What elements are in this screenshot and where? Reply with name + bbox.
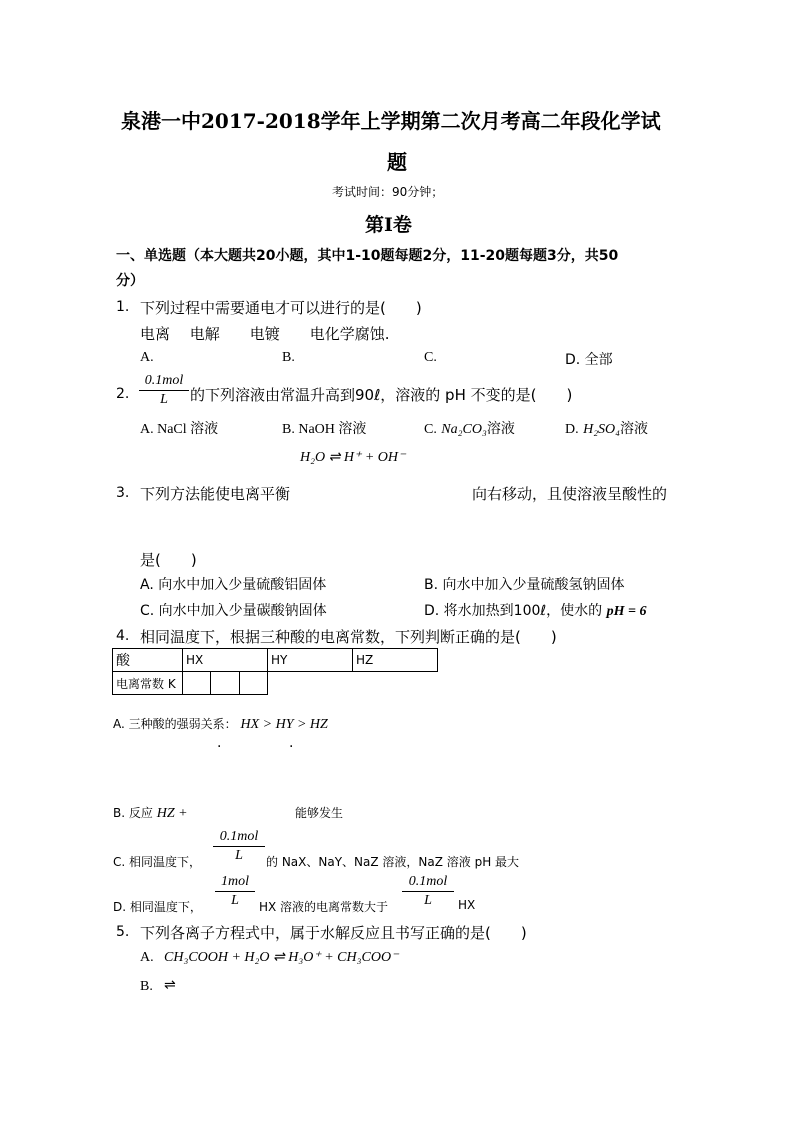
option-a-label: A. bbox=[140, 950, 154, 965]
option-c: C. bbox=[424, 350, 437, 365]
option-d bbox=[565, 418, 648, 438]
ph-expression: pH = 6 bbox=[606, 604, 647, 619]
question-number: 5. bbox=[116, 924, 130, 940]
fraction-numerator: 0.1mol bbox=[402, 874, 454, 892]
ionization-equation: H₂O ⇌ H⁺ + OH⁻ bbox=[300, 450, 406, 465]
option-label: C. bbox=[424, 422, 437, 437]
option-a: A. 向水中加入少量硫酸铝固体 bbox=[140, 577, 327, 593]
option-b bbox=[113, 804, 188, 822]
option-text: D. 将水加热到100ℓ，使水的 bbox=[424, 603, 603, 619]
question-stem: 的下列溶液由常温升高到90ℓ，溶液的 pH 不变的是( ) bbox=[190, 386, 573, 404]
fraction-numerator: 0.1mol bbox=[213, 829, 265, 847]
table-row bbox=[113, 672, 438, 695]
fraction-denominator: L bbox=[235, 848, 243, 863]
option-b: B. NaOH 溶液 bbox=[282, 422, 367, 437]
concentration-fraction bbox=[139, 373, 189, 408]
table-cell bbox=[239, 672, 267, 695]
section-heading-line1: 一、单选题（本大题共20小题，其中1-10题每题2分，11-20题每题3分，共50 bbox=[116, 248, 619, 264]
chemical-formula: H₂SO₄ bbox=[583, 422, 621, 437]
option-d-text: HX 溶液的电离常数大于 bbox=[259, 900, 389, 914]
option-b-suffix: 能够发生 bbox=[295, 806, 344, 820]
option-d bbox=[424, 600, 647, 620]
question-stem: 下列过程中需要通电才可以进行的是( ) bbox=[140, 299, 422, 317]
option-text: A. 三种酸的强弱关系： bbox=[113, 717, 237, 731]
ionization-constant-table bbox=[112, 648, 438, 695]
question-number: 2. bbox=[116, 386, 130, 402]
option-b: B. bbox=[282, 350, 295, 365]
option-label: B. 反应 bbox=[113, 806, 153, 820]
option-c: C. 向水中加入少量碳酸钠固体 bbox=[140, 603, 327, 619]
table-cell bbox=[183, 672, 211, 695]
fraction-denominator: L bbox=[424, 893, 432, 908]
question-stem: 相同温度下，根据三种酸的电离常数，下列判断正确的是( ) bbox=[140, 628, 557, 646]
table-cell-hy: HY bbox=[268, 649, 353, 672]
fraction-numerator: 1mol bbox=[215, 874, 255, 892]
option-d-label: D. 相同温度下， bbox=[113, 900, 202, 914]
question-number: 1. bbox=[116, 299, 130, 315]
table-cell-label: 电离常数 K bbox=[113, 672, 183, 695]
fraction-denominator: L bbox=[231, 893, 239, 908]
question-stem: 下列各离子方程式中，属于水解反应且书写正确的是( ) bbox=[140, 924, 527, 942]
option-b-label: B. bbox=[140, 979, 153, 994]
option-c-text: 的 NaX、NaY、NaZ 溶液，NaZ 溶液 pH 最大 bbox=[266, 855, 520, 869]
fraction-denominator: L bbox=[160, 392, 168, 407]
section-heading-line2: 分） bbox=[116, 273, 144, 289]
dot-mark: . bbox=[217, 735, 222, 751]
option-suffix: 溶液 bbox=[486, 421, 515, 437]
option-b: B. 向水中加入少量硫酸氢钠固体 bbox=[424, 577, 625, 593]
concentration-fraction bbox=[402, 874, 454, 909]
exam-title-line1: 泉港一中2017-2018学年上学期第二次月考高二年段化学试 bbox=[121, 109, 661, 133]
table-cell-hx: HX bbox=[183, 649, 268, 672]
question-stem-right: 向右移动，且使溶液呈酸性的 bbox=[472, 485, 668, 503]
question-number: 3. bbox=[116, 485, 130, 501]
fraction-numerator: 0.1mol bbox=[139, 373, 189, 391]
question-items: 电离 电解 电镀 电化学腐蚀. bbox=[140, 325, 390, 343]
concentration-fraction bbox=[215, 874, 255, 909]
option-a: A. bbox=[140, 350, 154, 365]
equilibrium-arrow: ⇌ bbox=[164, 977, 176, 993]
option-d: D. 全部 bbox=[565, 352, 613, 368]
concentration-fraction bbox=[213, 829, 265, 864]
reaction-formula: HZ + bbox=[156, 806, 188, 821]
table-cell-header: 酸 bbox=[113, 649, 183, 672]
option-suffix: 溶液 bbox=[620, 421, 649, 437]
chemical-formula: Na₂CO₃ bbox=[441, 422, 487, 437]
option-label: D. bbox=[565, 422, 579, 437]
acid-strength-relation: HX > HY > HZ bbox=[240, 717, 328, 732]
option-a bbox=[113, 715, 328, 733]
option-c bbox=[424, 418, 515, 438]
option-a-equation: CH₃COOH + H₂O ⇌ H₃O⁺ + CH₃COO⁻ bbox=[164, 950, 399, 965]
dot-mark: . bbox=[289, 735, 294, 751]
exam-time: 考试时间：90分钟； bbox=[332, 185, 444, 199]
option-a: A. NaCl 溶液 bbox=[140, 422, 219, 437]
table-cell bbox=[211, 672, 239, 695]
table-row bbox=[113, 649, 438, 672]
question-number: 4. bbox=[116, 628, 130, 644]
volume-title: 第Ⅰ卷 bbox=[365, 214, 412, 236]
option-c-label: C. 相同温度下， bbox=[113, 855, 202, 869]
table-cell-hz: HZ bbox=[353, 649, 438, 672]
exam-title-line2: 题 bbox=[387, 150, 407, 174]
question-stem-left: 下列方法能使电离平衡 bbox=[140, 485, 291, 503]
option-d-end: HX bbox=[458, 898, 476, 912]
question-stem-end: 是( ) bbox=[140, 551, 197, 569]
